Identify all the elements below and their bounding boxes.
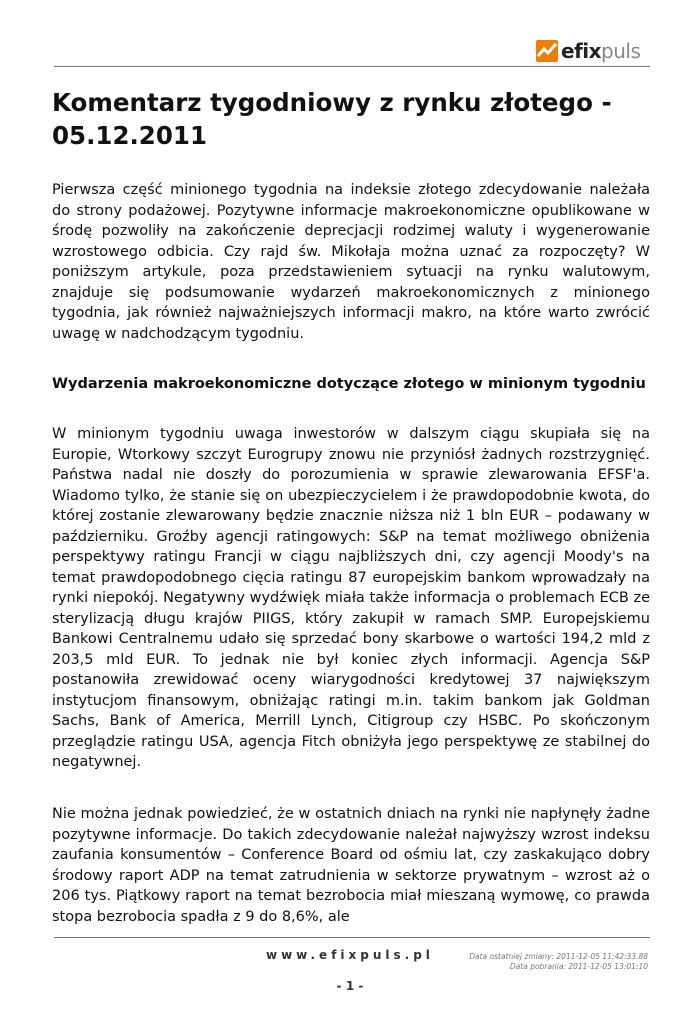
page-number: - 1 - xyxy=(336,979,364,993)
logo-text-puls: puls xyxy=(601,39,641,63)
efixpuls-logo-mark-icon xyxy=(536,40,558,62)
document-title: Komentarz tygodniowy z rynku złotego - 05.12.2011 xyxy=(52,88,612,150)
section-heading: Wydarzenia makroekonomiczne dotyczące złotego w minionym tygodniu xyxy=(52,376,646,392)
last-modified-date: Data ostatniej zmiany: 2011-12-05 11:42:33.88 xyxy=(469,952,648,961)
download-date: Data pobrania: 2011-12-05 13:01:10 xyxy=(509,962,648,971)
efixpuls-logo xyxy=(536,40,640,62)
footer-divider xyxy=(54,937,650,938)
body-paragraph-2: Nie można jednak powiedzieć, że w ostatnich dniach na rynki nie napłynęły żadne pozytywne informacje. Do takich zdecydowanie należał najwyższy wzrost indeksu zaufania konsumentów – Conference Board od ośmiu lat, czy zaskakująco dobry środowy raport ADP na temat zatrudnienia w sektorze prywatnym – wzrost aż o 206 tys. Piątkowy raport na temat bezrobocia miał mieszaną wymowę, co prawda stopa bezrobocia spadła z 9 do 8,6%, ale xyxy=(52,806,650,925)
footer-dates xyxy=(469,952,648,972)
body-paragraph-1: W minionym tygodniu uwaga inwestorów w dalszym ciągu skupiała się na Europie, Wtorkowy szczyt Eurogrupy znowu nie przyniósł żadnych rozstrzygnięć. Państwa nadal nie doszły do porozumienia w sprawie zlewarowania EFSF'a. Wiadomo tylko, że stanie się on ubezpieczycielem i że prawdopodobnie kwota, do której zostanie zlewarowany będzie znacznie niższa niż 1 bln EUR – podawany w październiku. Groźby agencji ratingowych: S&P na temat możliwego obniżenia perspektywy ratingu Francji w ciągu najbliższych dni, czy agencji Moody's na temat prawdopodobnego cięcia ratingu 87 europejskim bankom wprowadzały na rynki niepokój. Negatywny wydźwięk miała także informacja o problemach ECB ze sterylizacją długu krajów PIIGS, który zakupił w ramach SMP. Europejskiemu Bankowi Centralnemu udało się sprzedać bony skarbowe o wartości 194,2 mld z 203,5 mld EUR. To jednak nie był koniec złych informacji. Agencja S&P postanowiła zrewidować oceny wiarygodności kredytowej 37 największym instytucjom finansowym, obniżając ratingi m.in. takim bankom jak Goldman Sachs, Bank of America, Merrill Lynch, Citigroup czy HSBC. Po skończonym przeglądzie ratingu USA, agencja Fitch obniżyła jego perspektywę ze stabilnej do negatywnej. xyxy=(52,426,650,770)
header-divider xyxy=(54,66,650,67)
logo-wordmark xyxy=(561,41,640,61)
logo-text-efix: efix xyxy=(561,39,602,63)
intro-paragraph: Pierwsza część minionego tygodnia na indeksie złotego zdecydowanie należała do strony podażowej. Pozytywne informacje makroekonomiczne opublikowane w środę pozwoliły na zakończenie deprecjacji rodzimej waluty i wygenerowanie wzrostowego odbicia. Czy rajd św. Mikołaja można uznać za rozpoczęty? W poniższym artykule, poza przedstawieniem sytuacji na rynku walutowym, znajduje się podsumowanie wydarzeń makroekonomicznych z minionego tygodnia, jak również najważniejszych informacji makro, na które warto zwrócić uwagę w nadchodzącym tygodniu. xyxy=(52,182,650,342)
footer-website-link[interactable]: www.efixpuls.pl xyxy=(266,948,434,962)
